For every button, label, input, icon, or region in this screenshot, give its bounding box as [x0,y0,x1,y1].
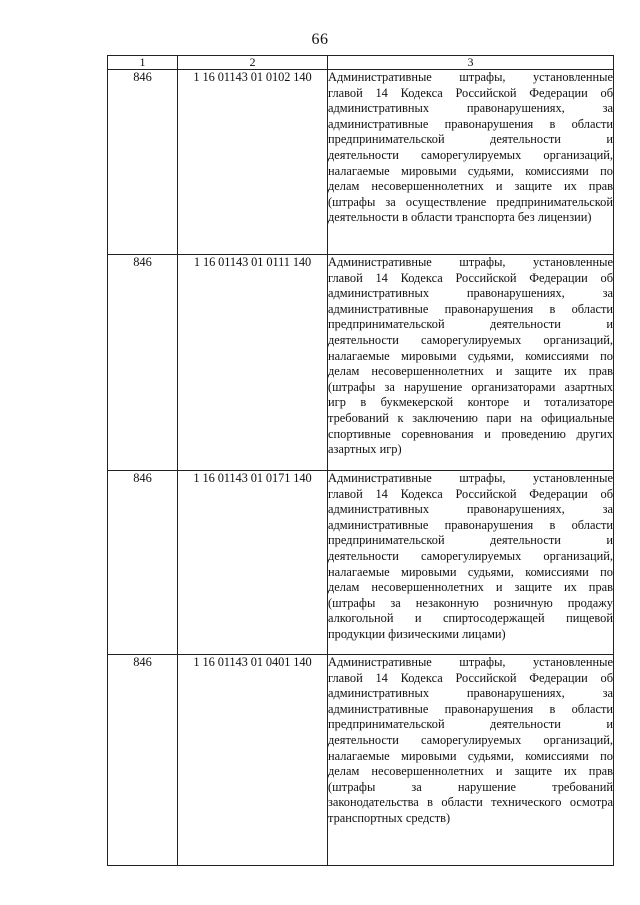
column-number-2: 2 [178,56,328,70]
revenue-description [328,70,614,255]
description-line: игр в букмекерской конторе и тотализаторе [328,395,613,410]
page-number: 66 [311,31,329,48]
revenue-description [328,255,614,471]
budget-classification-code: 1 16 01143 01 0171 140 [178,471,328,655]
description-line: административные правонарушения в области [328,301,613,316]
administrator-code: 846 [108,70,178,255]
description-line: требований к заключению пари на официальные [328,410,613,425]
description-line: административные правонарушения в области [328,517,613,532]
column-number-1: 1 [108,56,178,70]
description-line: административные правонарушения в области [328,116,613,131]
description-line: алкогольной и спиртосодержащей пищевой [328,611,613,626]
description-line: (штрафы за незаконную розничную продажу [328,595,613,610]
description-line: налагаемые мировыми судьями, комиссиями по [328,163,613,178]
administrator-code: 846 [108,655,178,866]
description-line: деятельности саморегулируемых организаций, [328,732,613,747]
description-line: делам несовершеннолетних и защите их прав [328,580,613,595]
budget-classification-code: 1 16 01143 01 0401 140 [178,655,328,866]
administrator-code: 846 [108,471,178,655]
revenue-description [328,655,614,866]
description-line: главой 14 Кодекса Российской Федерации об [328,85,613,100]
description-line: деятельности в области транспорта без лицензии) [328,210,592,225]
description-line: налагаемые мировыми судьями, комиссиями по [328,748,613,763]
description-line: (штрафы за нарушение организаторами азартных [328,379,613,394]
description-line: административных правонарушениях, за [328,286,613,301]
description-line: налагаемые мировыми судьями, комиссиями по [328,564,613,579]
description-line: Административные штрафы, установленные [328,655,613,669]
table-row [108,655,614,866]
revenue-description [328,471,614,655]
budget-classification-code: 1 16 01143 01 0111 140 [178,255,328,471]
description-line: делам несовершеннолетних и защите их прав [328,364,613,379]
description-line: главой 14 Кодекса Российской Федерации об [328,670,613,685]
description-line: деятельности саморегулируемых организаций, [328,548,613,563]
description-line: предпринимательской деятельности и [328,132,613,147]
description-line: (штрафы за нарушение требований [328,779,613,794]
description-line: делам несовершеннолетних и защите их прав [328,764,613,779]
description-line: делам несовершеннолетних и защите их прав [328,179,613,194]
description-line: продукции физическими лицами) [328,626,506,641]
description-line: Административные штрафы, установленные [328,70,613,84]
description-line: главой 14 Кодекса Российской Федерации об [328,486,613,501]
table-row [108,70,614,255]
description-line: спортивные соревнования и проведению других [328,426,613,441]
description-line: (штрафы за осуществление предпринимательской [328,194,613,209]
column-number-row [108,56,614,70]
description-line: административные правонарушения в области [328,701,613,716]
description-line: Административные штрафы, установленные [328,471,613,485]
description-line: транспортных средств) [328,810,451,825]
budget-classification-code: 1 16 01143 01 0102 140 [178,70,328,255]
description-line: азартных игр) [328,442,402,457]
description-line: законодательства в области технического осмотра [328,795,613,810]
description-line: налагаемые мировыми судьями, комиссиями по [328,348,613,363]
table-row [108,255,614,471]
column-number-3: 3 [328,56,614,70]
budget-classification-table [107,55,614,866]
description-line: Административные штрафы, установленные [328,255,613,269]
description-line: административных правонарушениях, за [328,686,613,701]
description-line: административных правонарушениях, за [328,101,613,116]
administrator-code: 846 [108,255,178,471]
table-row [108,471,614,655]
description-line: предпринимательской деятельности и [328,717,613,732]
description-line: главой 14 Кодекса Российской Федерации об [328,270,613,285]
description-line: предпринимательской деятельности и [328,533,613,548]
description-line: деятельности саморегулируемых организаций, [328,332,613,347]
description-line: деятельности саморегулируемых организаций, [328,147,613,162]
description-line: административных правонарушениях, за [328,502,613,517]
description-line: предпринимательской деятельности и [328,317,613,332]
